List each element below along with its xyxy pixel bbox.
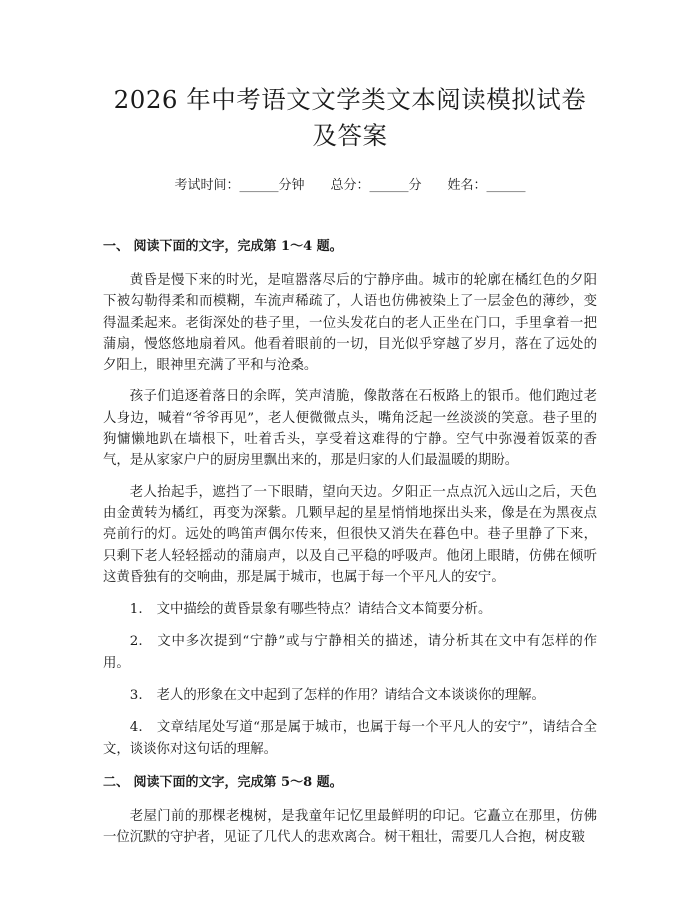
- question-number: 2.: [129, 634, 143, 650]
- question-text: 老人的形象在文中起到了怎样的作用？请结合文本谈谈你的理解。: [156, 688, 545, 704]
- section-heading-2: 二、 阅读下面的文字，完成第 5～8 题。: [103, 774, 343, 790]
- question-number: 4.: [129, 720, 143, 736]
- exam-meta: [103, 176, 597, 196]
- exam-time-label: 考试时间：______分钟: [174, 178, 305, 193]
- question-4: [103, 717, 597, 760]
- question-number: 3.: [129, 688, 143, 704]
- name-label: 姓名：______: [447, 178, 526, 193]
- question-text: 文中多次提到“宁静”或与宁静相关的描述，请分析其在文中有怎样的作用。: [103, 634, 597, 671]
- question-2: [103, 631, 597, 674]
- total-score-label: 总分：______分: [330, 178, 422, 193]
- question-text: 文章结尾处写道“那是属于城市，也属于每一个平凡人的安宁”，请结合全文，谈谈你对这句话的理解。: [103, 720, 597, 757]
- question-number: 1.: [129, 602, 143, 618]
- passage-paragraph: 黄昏是慢下来的时光，是喧嚣落尽后的宁静序曲。城市的轮廓在橘红色的夕阳下被勾勒得柔和而模糊，车流声稀疏了，人语也仿佛被染上了一层金色的薄纱，变得温柔起来。老街深处的巷子里，一位头发花白的老人正坐在门口，手里拿着一把蒲扇，慢悠悠地扇着风。他看着眼前的一切，目光似乎穿越了岁月，落在了远处的夕阳上，眼神里充满了平和与沧桑。: [103, 273, 597, 374]
- section-heading-1: 一、 阅读下面的文字，完成第 1～4 题。: [103, 239, 343, 254]
- question-3: [103, 685, 597, 706]
- question-1: [103, 599, 597, 620]
- exam-title: 2026 年中考语文文学类文本阅读模拟试卷及答案: [113, 85, 587, 150]
- passage-paragraph: 老屋门前的那棵老槐树，是我童年记忆里最鲜明的印记。它矗立在那里，仿佛一位沉默的守护者，见证了几代人的悲欢离合。树干粗壮，需要几人合抱，树皮皲: [103, 808, 597, 846]
- passage-paragraph: 老人抬起手，遮挡了一下眼睛，望向天边。夕阳正一点点沉入远山之后，天色由金黄转为橘红，再变为深紫。几颗早起的星星悄悄地探出头来，像是在为黑夜点亮前行的灯。远处的鸣笛声偶尔传来，但很快又消失在暮色中。巷子里静了下来，只剩下老人轻轻摇动的蒲扇声，以及自己平稳的呼吸声。他闭上眼睛，仿佛在倾听这黄昏独有的交响曲，那是属于城市，也属于每一个平凡人的安宁。: [103, 484, 597, 585]
- passage-paragraph: 孩子们追逐着落日的余晖，笑声清脆，像散落在石板路上的银币。他们跑过老人身边，喊着“爷爷再见”，老人便微微点头，嘴角泛起一丝淡淡的笑意。巷子里的狗慵懒地趴在墙根下，吐着舌头，享受着这难得的宁静。空气中弥漫着饭菜的香气，是从家家户户的厨房里飘出来的，那是归家的人们最温暖的期盼。: [103, 389, 597, 469]
- question-text: 文中描绘的黄昏景象有哪些特点？请结合文本简要分析。: [156, 602, 492, 618]
